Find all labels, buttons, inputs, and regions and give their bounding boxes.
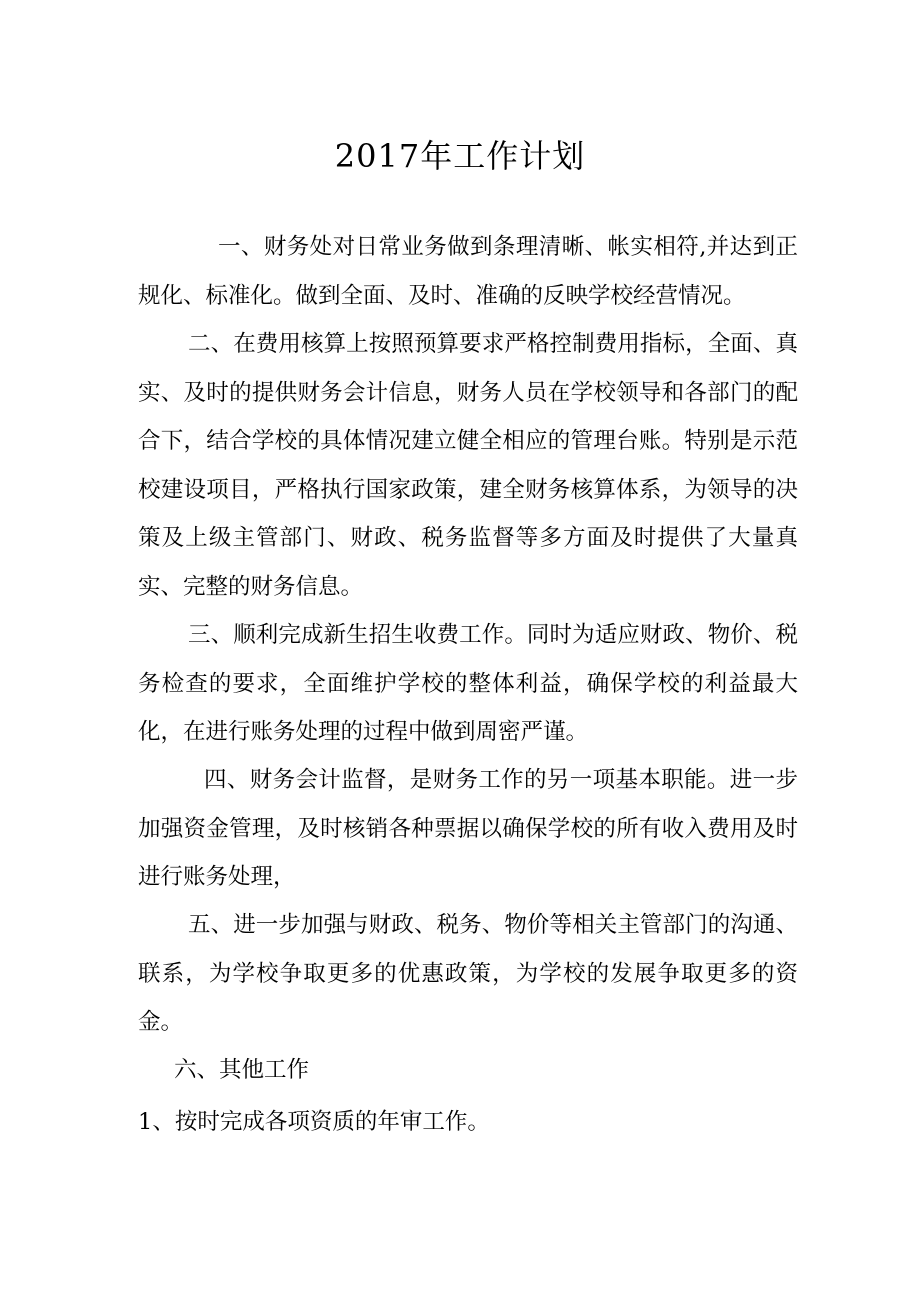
section-heading-other-work: 六、其他工作 bbox=[174, 1057, 310, 1083]
list-item-1: 1、按时完成各项资质的年审工作。 bbox=[138, 1109, 490, 1135]
paragraph-4: 四、财务会计监督，是财务工作的另一项基本职能。进一步加强资金管理，及时核销各种票据以确保学校的所有收入费用及时进行账务处理， bbox=[138, 767, 798, 890]
paragraph-1: 一、财务处对日常业务做到条理清晰、帐实相符,并达到正规化、标准化。做到全面、及时、准确的反映学校经营情况。 bbox=[138, 234, 798, 309]
document-title: 2017年工作计划 bbox=[334, 137, 586, 175]
paragraph-3: 三、顺利完成新生招生收费工作。同时为适应财政、物价、税务检查的要求，全面维护学校的整体利益，确保学校的利益最大化，在进行账务处理的过程中做到周密严谨。 bbox=[138, 622, 798, 745]
paragraph-2: 二、在费用核算上按照预算要求严格控制费用指标，全面、真实、及时的提供财务会计信息，财务人员在学校领导和各部门的配合下，结合学校的具体情况建立健全相应的管理台账。特别是示范校建设项目，严格执行国家政策，建全财务核算体系，为领导的决策及上级主管部门、财政、税务监督等多方面及时提供了大量真实、完整的财务信息。 bbox=[138, 331, 798, 600]
paragraph-5: 五、进一步加强与财政、税务、物价等相关主管部门的沟通、联系，为学校争取更多的优惠政策，为学校的发展争取更多的资金。 bbox=[138, 912, 798, 1035]
